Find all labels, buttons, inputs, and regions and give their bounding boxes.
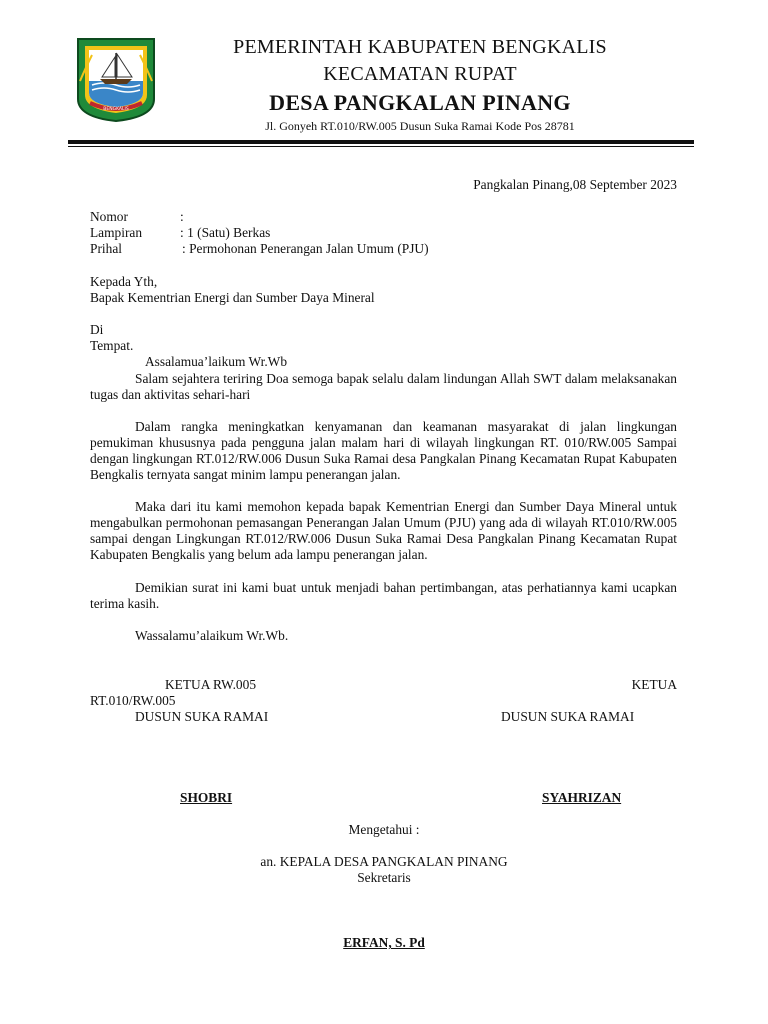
bottom-signatory-name: ERFAN, S. Pd [343,935,425,950]
left-signatory-title: KETUA RW.005 [165,677,257,692]
emblem-text: BENGKALIS [103,107,129,112]
paragraph-4: Demikian surat ini kami buat untuk menjadi bahan pertimbangan, atas perhatiannya kami ucapkan terima kasih. [90,580,677,611]
right-signatory-dusun: DUSUN SUKA RAMAI [501,709,635,724]
prihal-label: Prihal [90,241,122,256]
right-signatory-title: KETUA [631,677,677,692]
prihal-value: : Permohonan Penerangan Jalan Umum (PJU) [182,241,429,256]
letterhead-line-3: DESA PANGKALAN PINANG [269,90,571,115]
lampiran-label: Lampiran [90,225,143,240]
paragraph-1: Salam sejahtera teriring Doa semoga bapak selalu dalam lindungan Allah SWT dalam melaksanakan tugas dan aktivitas sehari-hari [90,371,677,402]
nomor-label: Nomor [90,209,128,224]
letterhead-line-2: KECAMATAN RUPAT [323,63,517,85]
kepala-desa-title: an. KEPALA DESA PANGKALAN PINANG [260,854,508,869]
recipient-line-2: Bapak Kementrian Energi dan Sumber Daya Mineral [90,290,375,305]
left-signatory-name: SHOBRI [180,790,233,805]
nomor-value: : [180,209,184,224]
letter-date: Pangkalan Pinang,08 September 2023 [473,177,677,192]
recipient-line-1: Kepada Yth, [90,274,158,289]
paragraph-3: Maka dari itu kami memohon kepada bapak Kementrian Energi dan Sumber Daya Mineral untuk mengabulkan permohonan pemasangan Penerangan Jalan Umum (PJU) yang ada di wilayah RT.010/RW.005 sampai dengan Lingkungan RT.012/RW.006 Dusun Suka Ramai Desa Pangkalan Pinang Kecamatan Rupat Kabupaten Bengkalis yang belum ada lampu penerangan jalan. [90,499,677,562]
letterhead-address: Jl. Gonyeh RT.010/RW.005 Dusun Suka Ramai Kode Pos 28781 [265,119,575,133]
right-signatory-title-cont: RT.010/RW.005 [90,693,176,708]
letterhead-rule-thick [68,140,694,144]
right-signatory-name: SYAHRIZAN [542,790,622,805]
paragraph-2: Dalam rangka meningkatkan kenyamanan dan keamanan masyarakat di jalan lingkungan pemukiman khususnya pada pengguna jalan malam hari di wilayah lingkungan RT. 010/RW.005 Sampai dengan lingkungan RT.012/RW.006 Dusun Suka Ramai desa Pangkalan Pinang Kecamatan Rupat Kabupaten Bengkalis ternyata sangat minim lampu penerangan jalan. [90,419,677,482]
greeting: Assalamua’laikum Wr.Wb [145,354,288,369]
kabupaten-bengkalis-emblem-icon [76,37,156,123]
lampiran-value: : 1 (Satu) Berkas [180,225,271,240]
recipient-di: Di [90,322,104,337]
recipient-tempat: Tempat. [90,338,134,353]
letterhead-line-1: PEMERINTAH KABUPATEN BENGKALIS [233,36,607,58]
left-signatory-dusun: DUSUN SUKA RAMAI [135,709,269,724]
closing-greeting: Wassalamu’alaikum Wr.Wb. [135,628,289,643]
mengetahui-label: Mengetahui : [348,822,420,837]
sekretaris-title: Sekretaris [357,870,411,885]
letterhead-rule-thin [68,146,694,147]
